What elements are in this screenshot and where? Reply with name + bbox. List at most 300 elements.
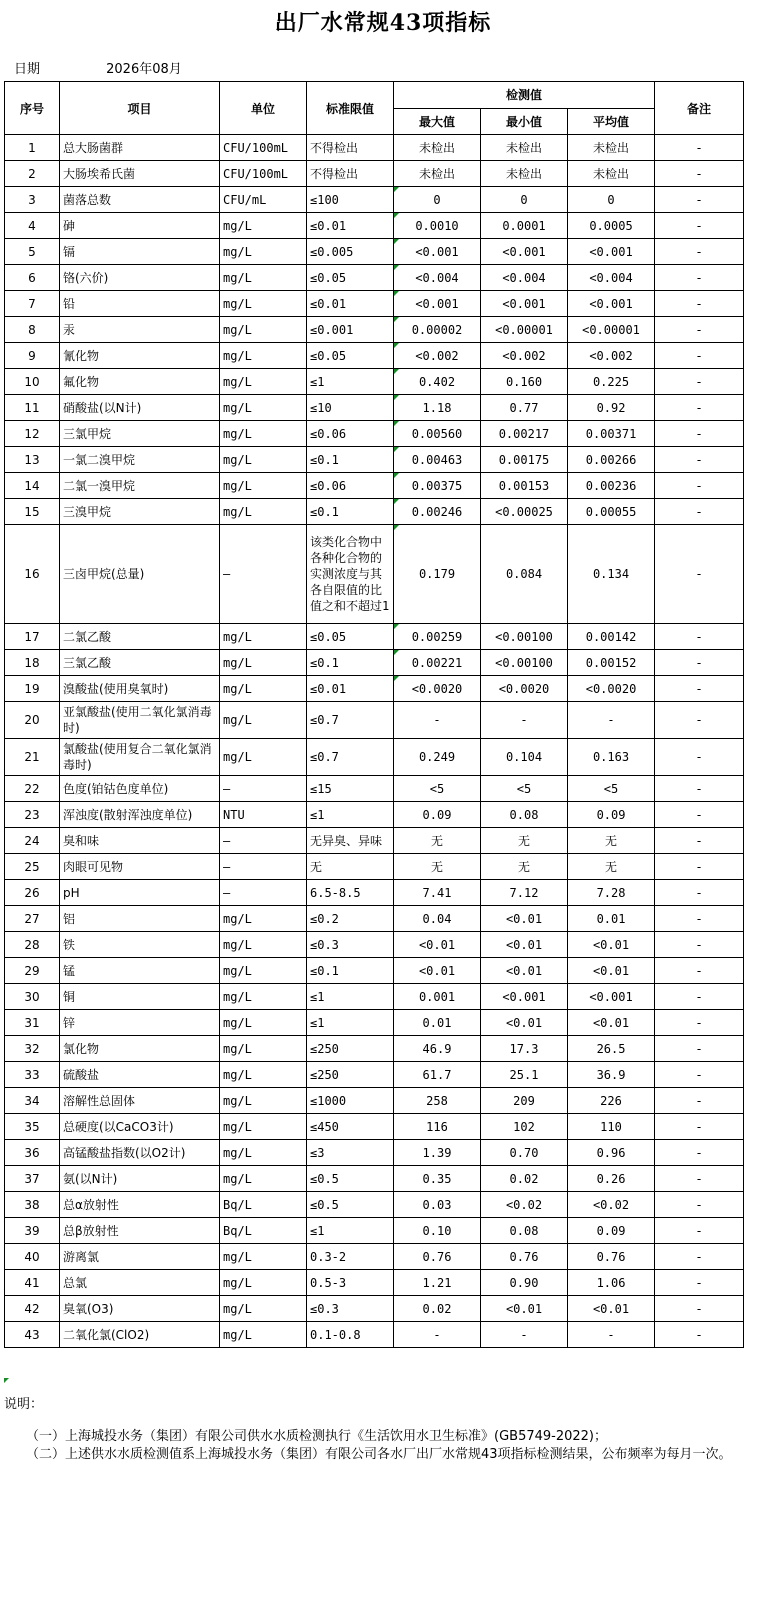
row-max xyxy=(394,525,481,624)
cell-marker-icon xyxy=(394,447,399,452)
row-limit-text: ≤0.05 xyxy=(310,629,347,644)
row-item xyxy=(60,343,220,369)
header-remark: 备注 xyxy=(655,82,744,135)
row-min xyxy=(481,343,568,369)
row-unit-text: mg/L xyxy=(223,1301,252,1316)
row-min-text: 0.02 xyxy=(509,1171,539,1186)
row-max xyxy=(394,1244,481,1270)
row-avg xyxy=(568,187,655,213)
row-avg-text: - xyxy=(607,1327,615,1342)
row-seq-text: 17 xyxy=(24,629,40,644)
row-max-text: 0.02 xyxy=(422,1301,452,1316)
row-min xyxy=(481,880,568,906)
row-unit-text: mg/L xyxy=(223,655,252,670)
row-unit xyxy=(220,1140,307,1166)
row-remark xyxy=(655,343,744,369)
row-item xyxy=(60,1036,220,1062)
row-limit-text: ≤0.3 xyxy=(310,1301,339,1316)
row-max-text: <0.01 xyxy=(418,963,456,978)
row-limit xyxy=(307,317,394,343)
row-limit-text: ≤0.5 xyxy=(310,1197,339,1212)
row-remark xyxy=(655,739,744,776)
row-item-text: 氯化物 xyxy=(63,1042,100,1056)
row-limit-text: ≤0.06 xyxy=(310,426,347,441)
row-seq-text: 43 xyxy=(24,1327,40,1342)
row-seq-text: 42 xyxy=(24,1301,40,1316)
row-max xyxy=(394,1218,481,1244)
table-row xyxy=(5,161,744,187)
row-avg-text: 0.00055 xyxy=(585,504,637,519)
table-row xyxy=(5,1140,744,1166)
row-seq xyxy=(5,854,60,880)
row-min xyxy=(481,1244,568,1270)
row-seq-text: 2 xyxy=(28,166,36,181)
row-min-text: <0.01 xyxy=(505,1301,543,1316)
row-seq-text: 24 xyxy=(24,833,40,848)
row-avg xyxy=(568,650,655,676)
row-item xyxy=(60,135,220,161)
row-avg-text: 0.09 xyxy=(596,1223,626,1238)
row-avg-text: 36.9 xyxy=(596,1067,626,1082)
row-seq xyxy=(5,1322,60,1348)
date-label: 日期 xyxy=(14,62,41,77)
row-avg-text: 0.00236 xyxy=(585,478,637,493)
row-min xyxy=(481,1296,568,1322)
row-min-text: <0.01 xyxy=(505,937,543,952)
row-seq-text: 38 xyxy=(24,1197,40,1212)
row-limit-text: ≤15 xyxy=(310,781,332,796)
row-avg xyxy=(568,525,655,624)
row-unit-text: mg/L xyxy=(223,374,252,389)
table-body xyxy=(5,135,744,1348)
row-remark xyxy=(655,265,744,291)
row-remark xyxy=(655,1218,744,1244)
notes-lead: 说明： xyxy=(4,1397,44,1412)
row-max-text: 0.402 xyxy=(418,374,456,389)
row-item-text: 总α放射性 xyxy=(63,1198,119,1212)
row-max xyxy=(394,343,481,369)
row-min xyxy=(481,1088,568,1114)
row-remark xyxy=(655,239,744,265)
row-seq xyxy=(5,317,60,343)
row-min xyxy=(481,1270,568,1296)
cell-marker-icon xyxy=(394,343,399,348)
row-avg-text: <0.00001 xyxy=(582,322,640,337)
row-remark xyxy=(655,958,744,984)
table-row xyxy=(5,1244,744,1270)
row-max xyxy=(394,317,481,343)
row-item-text: 溶解性总固体 xyxy=(63,1094,136,1108)
row-min xyxy=(481,828,568,854)
row-avg xyxy=(568,880,655,906)
row-min xyxy=(481,447,568,473)
row-max xyxy=(394,1062,481,1088)
row-min-text: 7.12 xyxy=(509,885,539,900)
row-seq-text: 11 xyxy=(24,400,40,415)
row-remark-text: - xyxy=(696,781,702,796)
row-unit xyxy=(220,291,307,317)
row-avg xyxy=(568,1036,655,1062)
row-avg xyxy=(568,802,655,828)
row-min-text: 102 xyxy=(513,1119,535,1134)
row-remark-text: - xyxy=(696,567,702,581)
row-avg-text: <0.01 xyxy=(592,937,630,952)
row-unit-text: mg/L xyxy=(223,989,252,1004)
row-avg xyxy=(568,213,655,239)
row-unit-text: mg/L xyxy=(223,426,252,441)
row-avg-text: <0.001 xyxy=(589,296,633,311)
cell-marker-icon xyxy=(394,499,399,504)
row-remark xyxy=(655,1244,744,1270)
row-limit-text: 不得检出 xyxy=(310,141,359,155)
row-item xyxy=(60,1166,220,1192)
row-avg-text: <0.004 xyxy=(589,270,633,285)
row-avg-text: 0.0005 xyxy=(589,218,633,233)
row-avg xyxy=(568,369,655,395)
row-item-text: 游离氯 xyxy=(63,1250,100,1264)
row-item xyxy=(60,161,220,187)
row-avg xyxy=(568,1166,655,1192)
row-limit xyxy=(307,906,394,932)
table-row xyxy=(5,1114,744,1140)
row-item xyxy=(60,1322,220,1348)
row-avg-text: - xyxy=(607,713,615,727)
row-remark xyxy=(655,1010,744,1036)
row-min xyxy=(481,239,568,265)
row-remark xyxy=(655,702,744,739)
row-unit xyxy=(220,776,307,802)
row-max-text: - xyxy=(433,1327,441,1342)
row-remark xyxy=(655,932,744,958)
row-remark-text: - xyxy=(696,1093,702,1108)
row-item xyxy=(60,499,220,525)
row-avg-text: 未检出 xyxy=(593,167,630,181)
row-remark-text: - xyxy=(696,911,702,926)
row-max xyxy=(394,854,481,880)
row-limit-text: 6.5-8.5 xyxy=(310,885,361,900)
row-avg-text: 0.92 xyxy=(596,400,626,415)
table-row xyxy=(5,265,744,291)
row-limit-text: ≤0.05 xyxy=(310,348,347,363)
row-avg xyxy=(568,1270,655,1296)
row-avg-text: 0.134 xyxy=(592,567,630,581)
row-min xyxy=(481,1114,568,1140)
row-avg xyxy=(568,1218,655,1244)
cell-marker-icon xyxy=(394,421,399,426)
row-min-text: 0.160 xyxy=(505,374,543,389)
row-limit-text: ≤0.06 xyxy=(310,478,347,493)
row-limit xyxy=(307,135,394,161)
table-row xyxy=(5,343,744,369)
row-remark-text: - xyxy=(696,296,702,311)
row-limit xyxy=(307,880,394,906)
table-row xyxy=(5,317,744,343)
row-unit-text: — xyxy=(223,833,231,848)
row-max-text: 0.76 xyxy=(422,1249,452,1264)
row-remark-text: - xyxy=(696,322,702,337)
row-item xyxy=(60,624,220,650)
row-limit xyxy=(307,776,394,802)
row-item-text: 氯酸盐(使用复合二氧化氯消毒时) xyxy=(63,742,212,772)
row-min-text: 未检出 xyxy=(505,141,542,155)
row-remark xyxy=(655,984,744,1010)
row-unit-text: mg/L xyxy=(223,1249,252,1264)
row-remark-text: - xyxy=(696,348,702,363)
row-unit-text: mg/L xyxy=(223,504,252,519)
row-limit xyxy=(307,802,394,828)
row-item-text: 高锰酸盐指数(以O2计) xyxy=(63,1146,186,1160)
row-remark-text: - xyxy=(696,885,702,900)
row-max-text: 0.00560 xyxy=(411,426,463,441)
row-min-text: 无 xyxy=(517,860,530,874)
row-seq xyxy=(5,447,60,473)
row-seq xyxy=(5,187,60,213)
row-seq-text: 40 xyxy=(24,1249,40,1264)
header-unit: 单位 xyxy=(220,82,307,135)
row-seq xyxy=(5,932,60,958)
row-unit-text: mg/L xyxy=(223,681,252,696)
row-remark xyxy=(655,187,744,213)
row-unit-text: CFU/100mL xyxy=(223,140,289,155)
row-seq xyxy=(5,1270,60,1296)
row-avg xyxy=(568,676,655,702)
row-unit xyxy=(220,239,307,265)
table-row xyxy=(5,802,744,828)
row-max-text: 0.03 xyxy=(422,1197,452,1212)
table-row xyxy=(5,1192,744,1218)
row-min-text: 0 xyxy=(520,192,528,207)
row-avg-text: 0.01 xyxy=(596,911,626,926)
row-limit-text: ≤1 xyxy=(310,989,325,1004)
row-seq xyxy=(5,1062,60,1088)
row-seq-text: 18 xyxy=(24,655,40,670)
row-avg xyxy=(568,854,655,880)
row-item xyxy=(60,958,220,984)
row-min xyxy=(481,1322,568,1348)
row-max xyxy=(394,213,481,239)
row-max-text: 1.18 xyxy=(422,400,452,415)
row-unit-text: mg/L xyxy=(223,1171,252,1186)
row-limit xyxy=(307,932,394,958)
row-remark xyxy=(655,828,744,854)
row-min-text: 0.084 xyxy=(505,567,543,581)
row-seq-text: 21 xyxy=(24,750,40,764)
row-min-text: <0.00100 xyxy=(495,655,553,670)
row-avg-text: 0.96 xyxy=(596,1145,626,1160)
row-max-text: 无 xyxy=(430,834,443,848)
row-seq-text: 13 xyxy=(24,452,40,467)
row-max-text: 0.00259 xyxy=(411,629,463,644)
row-limit xyxy=(307,291,394,317)
page-title: 出厂水常规43项指标 xyxy=(274,10,492,36)
row-item-text: 二氯乙酸 xyxy=(63,630,112,644)
row-unit-text: mg/L xyxy=(223,1067,252,1082)
row-max xyxy=(394,161,481,187)
row-min xyxy=(481,265,568,291)
row-max-text: 116 xyxy=(426,1119,448,1134)
row-avg-text: 0.09 xyxy=(596,807,626,822)
row-avg xyxy=(568,932,655,958)
row-seq-text: 35 xyxy=(24,1119,40,1134)
row-limit xyxy=(307,1166,394,1192)
row-min xyxy=(481,932,568,958)
row-limit-text: ≤0.2 xyxy=(310,911,339,926)
row-min-text: 17.3 xyxy=(509,1041,539,1056)
row-remark-text: - xyxy=(696,1275,702,1290)
row-seq xyxy=(5,1192,60,1218)
row-max xyxy=(394,265,481,291)
cell-marker-icon xyxy=(394,624,399,629)
row-seq-text: 26 xyxy=(24,885,40,900)
row-max xyxy=(394,1114,481,1140)
row-seq xyxy=(5,1010,60,1036)
row-min-text: <0.00025 xyxy=(495,504,553,519)
row-limit xyxy=(307,1218,394,1244)
row-unit xyxy=(220,1166,307,1192)
row-remark-text: - xyxy=(696,1327,702,1342)
row-max xyxy=(394,1270,481,1296)
row-unit-text: Bq/L xyxy=(223,1223,252,1238)
table-row xyxy=(5,395,744,421)
row-remark-text: - xyxy=(696,244,702,259)
row-max xyxy=(394,1296,481,1322)
table-row xyxy=(5,187,744,213)
row-remark xyxy=(655,854,744,880)
row-limit-text: 无异臭、异味 xyxy=(310,834,383,848)
row-avg-text: 未检出 xyxy=(593,141,630,155)
row-avg xyxy=(568,958,655,984)
row-unit xyxy=(220,421,307,447)
row-seq-text: 9 xyxy=(28,348,36,363)
notes-section xyxy=(4,1396,744,1464)
row-remark xyxy=(655,1166,744,1192)
row-remark-text: - xyxy=(696,1041,702,1056)
row-limit xyxy=(307,1140,394,1166)
table-row xyxy=(5,1166,744,1192)
row-unit xyxy=(220,676,307,702)
row-max-text: 0.00221 xyxy=(411,655,463,670)
row-limit-text: ≤10 xyxy=(310,400,332,415)
cell-marker-icon xyxy=(394,650,399,655)
row-avg xyxy=(568,1062,655,1088)
row-remark-text: - xyxy=(696,1171,702,1186)
row-max xyxy=(394,395,481,421)
row-limit xyxy=(307,1088,394,1114)
row-remark-text: - xyxy=(696,270,702,285)
row-min-text: 0.76 xyxy=(509,1249,539,1264)
row-avg xyxy=(568,906,655,932)
row-avg-text: 0.00266 xyxy=(585,452,637,467)
row-max-text: 258 xyxy=(426,1093,448,1108)
row-max-text: 61.7 xyxy=(422,1067,452,1082)
row-min xyxy=(481,161,568,187)
row-unit-text: — xyxy=(223,781,231,796)
row-max xyxy=(394,702,481,739)
row-avg-text: <0.01 xyxy=(592,1015,630,1030)
row-limit xyxy=(307,1114,394,1140)
row-min xyxy=(481,135,568,161)
row-unit-text: mg/L xyxy=(223,750,252,764)
row-seq xyxy=(5,213,60,239)
row-unit xyxy=(220,187,307,213)
row-avg xyxy=(568,499,655,525)
row-remark xyxy=(655,395,744,421)
row-max xyxy=(394,1010,481,1036)
row-unit xyxy=(220,1062,307,1088)
row-limit-text: ≤1 xyxy=(310,1015,325,1030)
row-item xyxy=(60,1062,220,1088)
row-item-text: 溴酸盐(使用臭氧时) xyxy=(63,682,169,696)
row-unit-text: mg/L xyxy=(223,452,252,467)
row-seq xyxy=(5,525,60,624)
row-min xyxy=(481,1218,568,1244)
row-avg-text: 7.28 xyxy=(596,885,626,900)
row-remark xyxy=(655,802,744,828)
row-avg-text: <0.0020 xyxy=(585,681,637,696)
row-min xyxy=(481,1192,568,1218)
row-unit xyxy=(220,854,307,880)
row-avg xyxy=(568,1192,655,1218)
row-limit-text: ≤1 xyxy=(310,1223,325,1238)
row-seq xyxy=(5,161,60,187)
row-unit-text: mg/L xyxy=(223,963,252,978)
row-limit xyxy=(307,1010,394,1036)
row-unit xyxy=(220,802,307,828)
row-max xyxy=(394,1036,481,1062)
cell-marker-icon xyxy=(394,369,399,374)
row-max xyxy=(394,932,481,958)
cell-marker-icon xyxy=(394,187,399,192)
row-limit-text: ≤450 xyxy=(310,1119,339,1134)
row-min xyxy=(481,1062,568,1088)
table-row xyxy=(5,776,744,802)
row-max xyxy=(394,624,481,650)
row-limit xyxy=(307,854,394,880)
row-max xyxy=(394,984,481,1010)
row-remark-text: - xyxy=(696,426,702,441)
row-unit-text: Bq/L xyxy=(223,1197,252,1212)
row-unit-text: mg/L xyxy=(223,1093,252,1108)
row-limit xyxy=(307,1322,394,1348)
row-remark-text: - xyxy=(696,400,702,415)
row-max xyxy=(394,291,481,317)
table-row xyxy=(5,1270,744,1296)
row-limit-text: 该类化合物中各种化合物的实测浓度与其各自限值的比值之和不超过1 xyxy=(310,535,390,613)
row-min-text: <0.01 xyxy=(505,963,543,978)
row-item xyxy=(60,932,220,958)
row-item xyxy=(60,650,220,676)
row-min xyxy=(481,369,568,395)
row-max xyxy=(394,958,481,984)
row-max xyxy=(394,739,481,776)
row-unit xyxy=(220,1218,307,1244)
row-limit-text: ≤1000 xyxy=(310,1093,347,1108)
row-item-text: 二氯一溴甲烷 xyxy=(63,479,136,493)
row-item-text: 硝酸盐(以N计) xyxy=(63,401,142,415)
row-seq-text: 36 xyxy=(24,1145,40,1160)
row-min-text: 209 xyxy=(513,1093,535,1108)
row-max xyxy=(394,421,481,447)
row-seq xyxy=(5,395,60,421)
row-limit-text: ≤0.05 xyxy=(310,270,347,285)
row-avg-text: <0.01 xyxy=(592,963,630,978)
row-item xyxy=(60,317,220,343)
row-avg-text: <0.001 xyxy=(589,989,633,1004)
row-seq-text: 10 xyxy=(24,374,40,389)
row-max-text: 0.04 xyxy=(422,911,452,926)
row-item-text: 总硬度(以CaCO3计) xyxy=(63,1120,174,1134)
row-max-text: 0.10 xyxy=(422,1223,452,1238)
